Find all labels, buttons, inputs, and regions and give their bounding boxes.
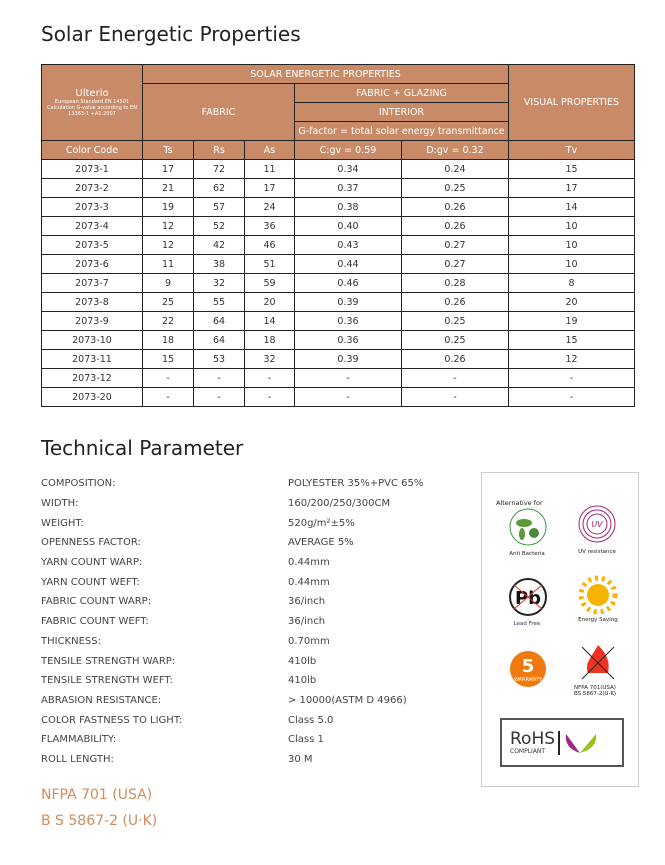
table-cell: 0.38 (295, 198, 402, 217)
anti-bacteria-label: Anti Bacteria (509, 551, 545, 557)
table-cell: 0.36 (295, 331, 402, 350)
column-header: Color Code (42, 141, 143, 160)
brand-note: European Standard EN 14501 Calculation G-value according to EN 13363-1 +A1:2007 (47, 99, 137, 117)
table-cell: 2073-2 (42, 179, 143, 198)
table-cell: 2073-20 (42, 388, 143, 407)
table-cell: 17 (143, 160, 194, 179)
warranty-text: WARRANTY (513, 677, 543, 683)
param-value: > 10000(ASTM D 4966) (288, 694, 407, 706)
table-cell: 19 (143, 198, 194, 217)
table-cell: 8 (509, 274, 635, 293)
table-cell: 11 (245, 160, 295, 179)
param-row (41, 553, 423, 573)
table-cell: 25 (143, 293, 194, 312)
pb-text: Pb (514, 588, 542, 609)
param-label: ABRASION RESISTANCE: (41, 694, 162, 706)
table-cell: 2073-10 (42, 331, 143, 350)
column-header: Rs (194, 141, 245, 160)
table-cell: 18 (245, 331, 295, 350)
solar-table (41, 64, 635, 407)
param-label: FABRIC COUNT WARP: (41, 596, 152, 608)
table-cell: - (295, 369, 402, 388)
table-cell: 0.25 (402, 312, 509, 331)
table-cell: 0.26 (402, 350, 509, 369)
table-cell: 64 (194, 312, 245, 331)
table-cell: 32 (194, 274, 245, 293)
table-cell: 0.26 (402, 198, 509, 217)
table-cell: 21 (143, 179, 194, 198)
sun-icon (578, 575, 618, 617)
param-row (41, 632, 423, 652)
param-value: 410lb (288, 675, 317, 687)
table-cell: 0.26 (402, 293, 509, 312)
lead-free-icon (508, 577, 548, 619)
table-cell: - (194, 369, 245, 388)
param-value: 520g/m²±5% (288, 517, 355, 529)
table-cell: 2073-1 (42, 160, 143, 179)
fabric-header: FABRIC (143, 84, 295, 141)
param-value: 30 M (288, 753, 313, 765)
param-row (41, 612, 423, 632)
energy-saving-label: Energy Saving (578, 617, 618, 623)
param-value: 0.44mm (288, 557, 330, 569)
table-cell: - (245, 369, 295, 388)
table-cell: 62 (194, 179, 245, 198)
table-cell: 24 (245, 198, 295, 217)
table-cell: 42 (194, 236, 245, 255)
table-cell: 2073-9 (42, 312, 143, 331)
table-cell: 0.25 (402, 179, 509, 198)
param-label: WEIGHT: (41, 517, 84, 529)
table-cell: 64 (194, 331, 245, 350)
param-row (41, 533, 423, 553)
table-cell: 0.34 (295, 160, 402, 179)
table-cell: 0.25 (402, 331, 509, 350)
table-cell: 2073-7 (42, 274, 143, 293)
table-cell: 2073-12 (42, 369, 143, 388)
table-cell: - (402, 369, 509, 388)
table-cell: 14 (509, 198, 635, 217)
table-row (42, 255, 635, 274)
table-row (42, 312, 635, 331)
table-cell: 0.40 (295, 217, 402, 236)
param-label: THICKNESS: (41, 635, 101, 647)
lead-free-label: Lead Free (513, 621, 541, 627)
table-cell: 51 (245, 255, 295, 274)
table-cell: - (143, 388, 194, 407)
butterfly-icon (560, 728, 600, 758)
table-cell: 38 (194, 255, 245, 274)
table-cell: 12 (143, 217, 194, 236)
param-label: OPENNESS FACTOR: (41, 537, 141, 549)
table-row (42, 293, 635, 312)
interior-header: INTERIOR (295, 103, 509, 122)
param-row (41, 691, 423, 711)
param-row (41, 750, 423, 770)
table-cell: 0.28 (402, 274, 509, 293)
param-label: ROLL LENGTH: (41, 753, 114, 765)
table-cell: 11 (143, 255, 194, 274)
param-row (41, 494, 423, 514)
param-value: AVERAGE 5% (288, 537, 354, 549)
table-row (42, 331, 635, 350)
table-cell: 17 (245, 179, 295, 198)
table-cell: - (194, 388, 245, 407)
table-row (42, 388, 635, 407)
table-row (42, 160, 635, 179)
table-row (42, 369, 635, 388)
table-cell: 12 (143, 236, 194, 255)
param-label: FLAMMABILITY: (41, 734, 117, 746)
param-row (41, 592, 423, 612)
column-header: Ts (143, 141, 194, 160)
table-cell: - (295, 388, 402, 407)
table-cell: 12 (509, 350, 635, 369)
uv-icon (578, 505, 616, 545)
table-cell: 2073-11 (42, 350, 143, 369)
alt-label: Alternative for (496, 499, 543, 507)
param-row (41, 710, 423, 730)
param-label: COMPOSITION: (41, 478, 116, 490)
table-cell: 0.39 (295, 293, 402, 312)
warranty-years: 5 (521, 656, 535, 677)
column-header: Tv (509, 141, 635, 160)
table-row (42, 350, 635, 369)
param-row (41, 572, 423, 592)
param-label: YARN COUNT WARP: (41, 557, 143, 569)
table-cell: 2073-8 (42, 293, 143, 312)
param-row (41, 730, 423, 750)
table-cell: 2073-6 (42, 255, 143, 274)
nfpa-usa: NFPA 701 (USA) (41, 787, 153, 803)
fire-label: NFPA 701(USA) BS 5867-2(U·K) (574, 685, 617, 697)
brand-cell (42, 65, 143, 141)
table-cell: - (509, 388, 635, 407)
bs-uk: B S 5867-2 (U·K) (41, 813, 158, 829)
param-row (41, 513, 423, 533)
table-cell: - (245, 388, 295, 407)
table-cell: 2073-3 (42, 198, 143, 217)
param-row (41, 474, 423, 494)
certifications-panel (481, 472, 639, 787)
table-cell: 17 (509, 179, 635, 198)
column-header: D:gv = 0.32 (402, 141, 509, 160)
table-cell: 0.27 (402, 255, 509, 274)
table-cell: 20 (245, 293, 295, 312)
table-cell: 36 (245, 217, 295, 236)
table-cell: 10 (509, 255, 635, 274)
param-value: 0.44mm (288, 576, 330, 588)
param-value: Class 1 (288, 734, 324, 746)
param-value: 410lb (288, 655, 317, 667)
table-cell: 0.43 (295, 236, 402, 255)
rohs-text: RoHS (510, 728, 556, 749)
table-cell: 22 (143, 312, 194, 331)
param-label: FABRIC COUNT WEFT: (41, 616, 149, 628)
table-cell: - (509, 369, 635, 388)
table-row (42, 236, 635, 255)
param-value: Class 5.0 (288, 714, 334, 726)
column-header: C:gv = 0.59 (295, 141, 402, 160)
table-cell: 57 (194, 198, 245, 217)
param-value: 0.70mm (288, 635, 330, 647)
compliant-text: COMPLIANT (510, 747, 546, 755)
table-cell: 32 (245, 350, 295, 369)
table-cell: - (402, 388, 509, 407)
gfactor-header: G-factor = total solar energy transmittance (295, 122, 509, 141)
table-cell: 59 (245, 274, 295, 293)
param-row (41, 651, 423, 671)
table-cell: 18 (143, 331, 194, 350)
fire-icon (578, 643, 618, 685)
column-header: As (245, 141, 295, 160)
table-cell: 53 (194, 350, 245, 369)
param-value: 36/inch (288, 616, 326, 628)
table-cell: 46 (245, 236, 295, 255)
table-cell: 0.46 (295, 274, 402, 293)
table-cell: 10 (509, 236, 635, 255)
table-cell: 0.27 (402, 236, 509, 255)
page-title: Solar Energetic Properties (41, 22, 301, 46)
table-row (42, 274, 635, 293)
table-cell: 0.37 (295, 179, 402, 198)
params-list (41, 474, 423, 769)
table-cell: 0.44 (295, 255, 402, 274)
uv-label: UV resistance (578, 549, 616, 555)
warranty-icon (508, 649, 548, 691)
visual-header: VISUAL PROPERTIES (509, 65, 635, 141)
tech-title: Technical Parameter (41, 436, 244, 460)
table-cell: - (143, 369, 194, 388)
param-label: COLOR FASTNESS TO LIGHT: (41, 714, 183, 726)
param-row (41, 671, 423, 691)
table-cell: 10 (509, 217, 635, 236)
table-row (42, 198, 635, 217)
brand: Ulterio (75, 88, 109, 99)
table-cell: 15 (509, 160, 635, 179)
param-label: YARN COUNT WEFT: (41, 576, 140, 588)
table-cell: 0.36 (295, 312, 402, 331)
table-cell: 0.26 (402, 217, 509, 236)
table-cell: 55 (194, 293, 245, 312)
uv-logo-text: UV (591, 520, 603, 529)
param-label: TENSILE STRENGTH WARP: (41, 655, 176, 667)
param-label: WIDTH: (41, 498, 79, 510)
param-value: 160/200/250/300CM (288, 498, 391, 510)
table-cell: 0.24 (402, 160, 509, 179)
param-value: POLYESTER 35%+PVC 65% (288, 478, 424, 490)
table-row (42, 179, 635, 198)
table-cell: 15 (143, 350, 194, 369)
rohs-badge (500, 718, 624, 767)
solar-header: SOLAR ENERGETIC PROPERTIES (143, 65, 509, 84)
table-row (42, 217, 635, 236)
fabric-glazing-header: FABRIC + GLAZING (295, 84, 509, 103)
anti-bacteria-icon (508, 507, 548, 549)
param-label: TENSILE STRENGTH WEFT: (41, 675, 173, 687)
table-cell: 15 (509, 331, 635, 350)
table-cell: 19 (509, 312, 635, 331)
table-cell: 52 (194, 217, 245, 236)
table-cell: 2073-4 (42, 217, 143, 236)
table-cell: 14 (245, 312, 295, 331)
table-cell: 20 (509, 293, 635, 312)
table-cell: 9 (143, 274, 194, 293)
table-cell: 0.39 (295, 350, 402, 369)
param-value: 36/inch (288, 596, 326, 608)
table-cell: 72 (194, 160, 245, 179)
table-cell: 2073-5 (42, 236, 143, 255)
